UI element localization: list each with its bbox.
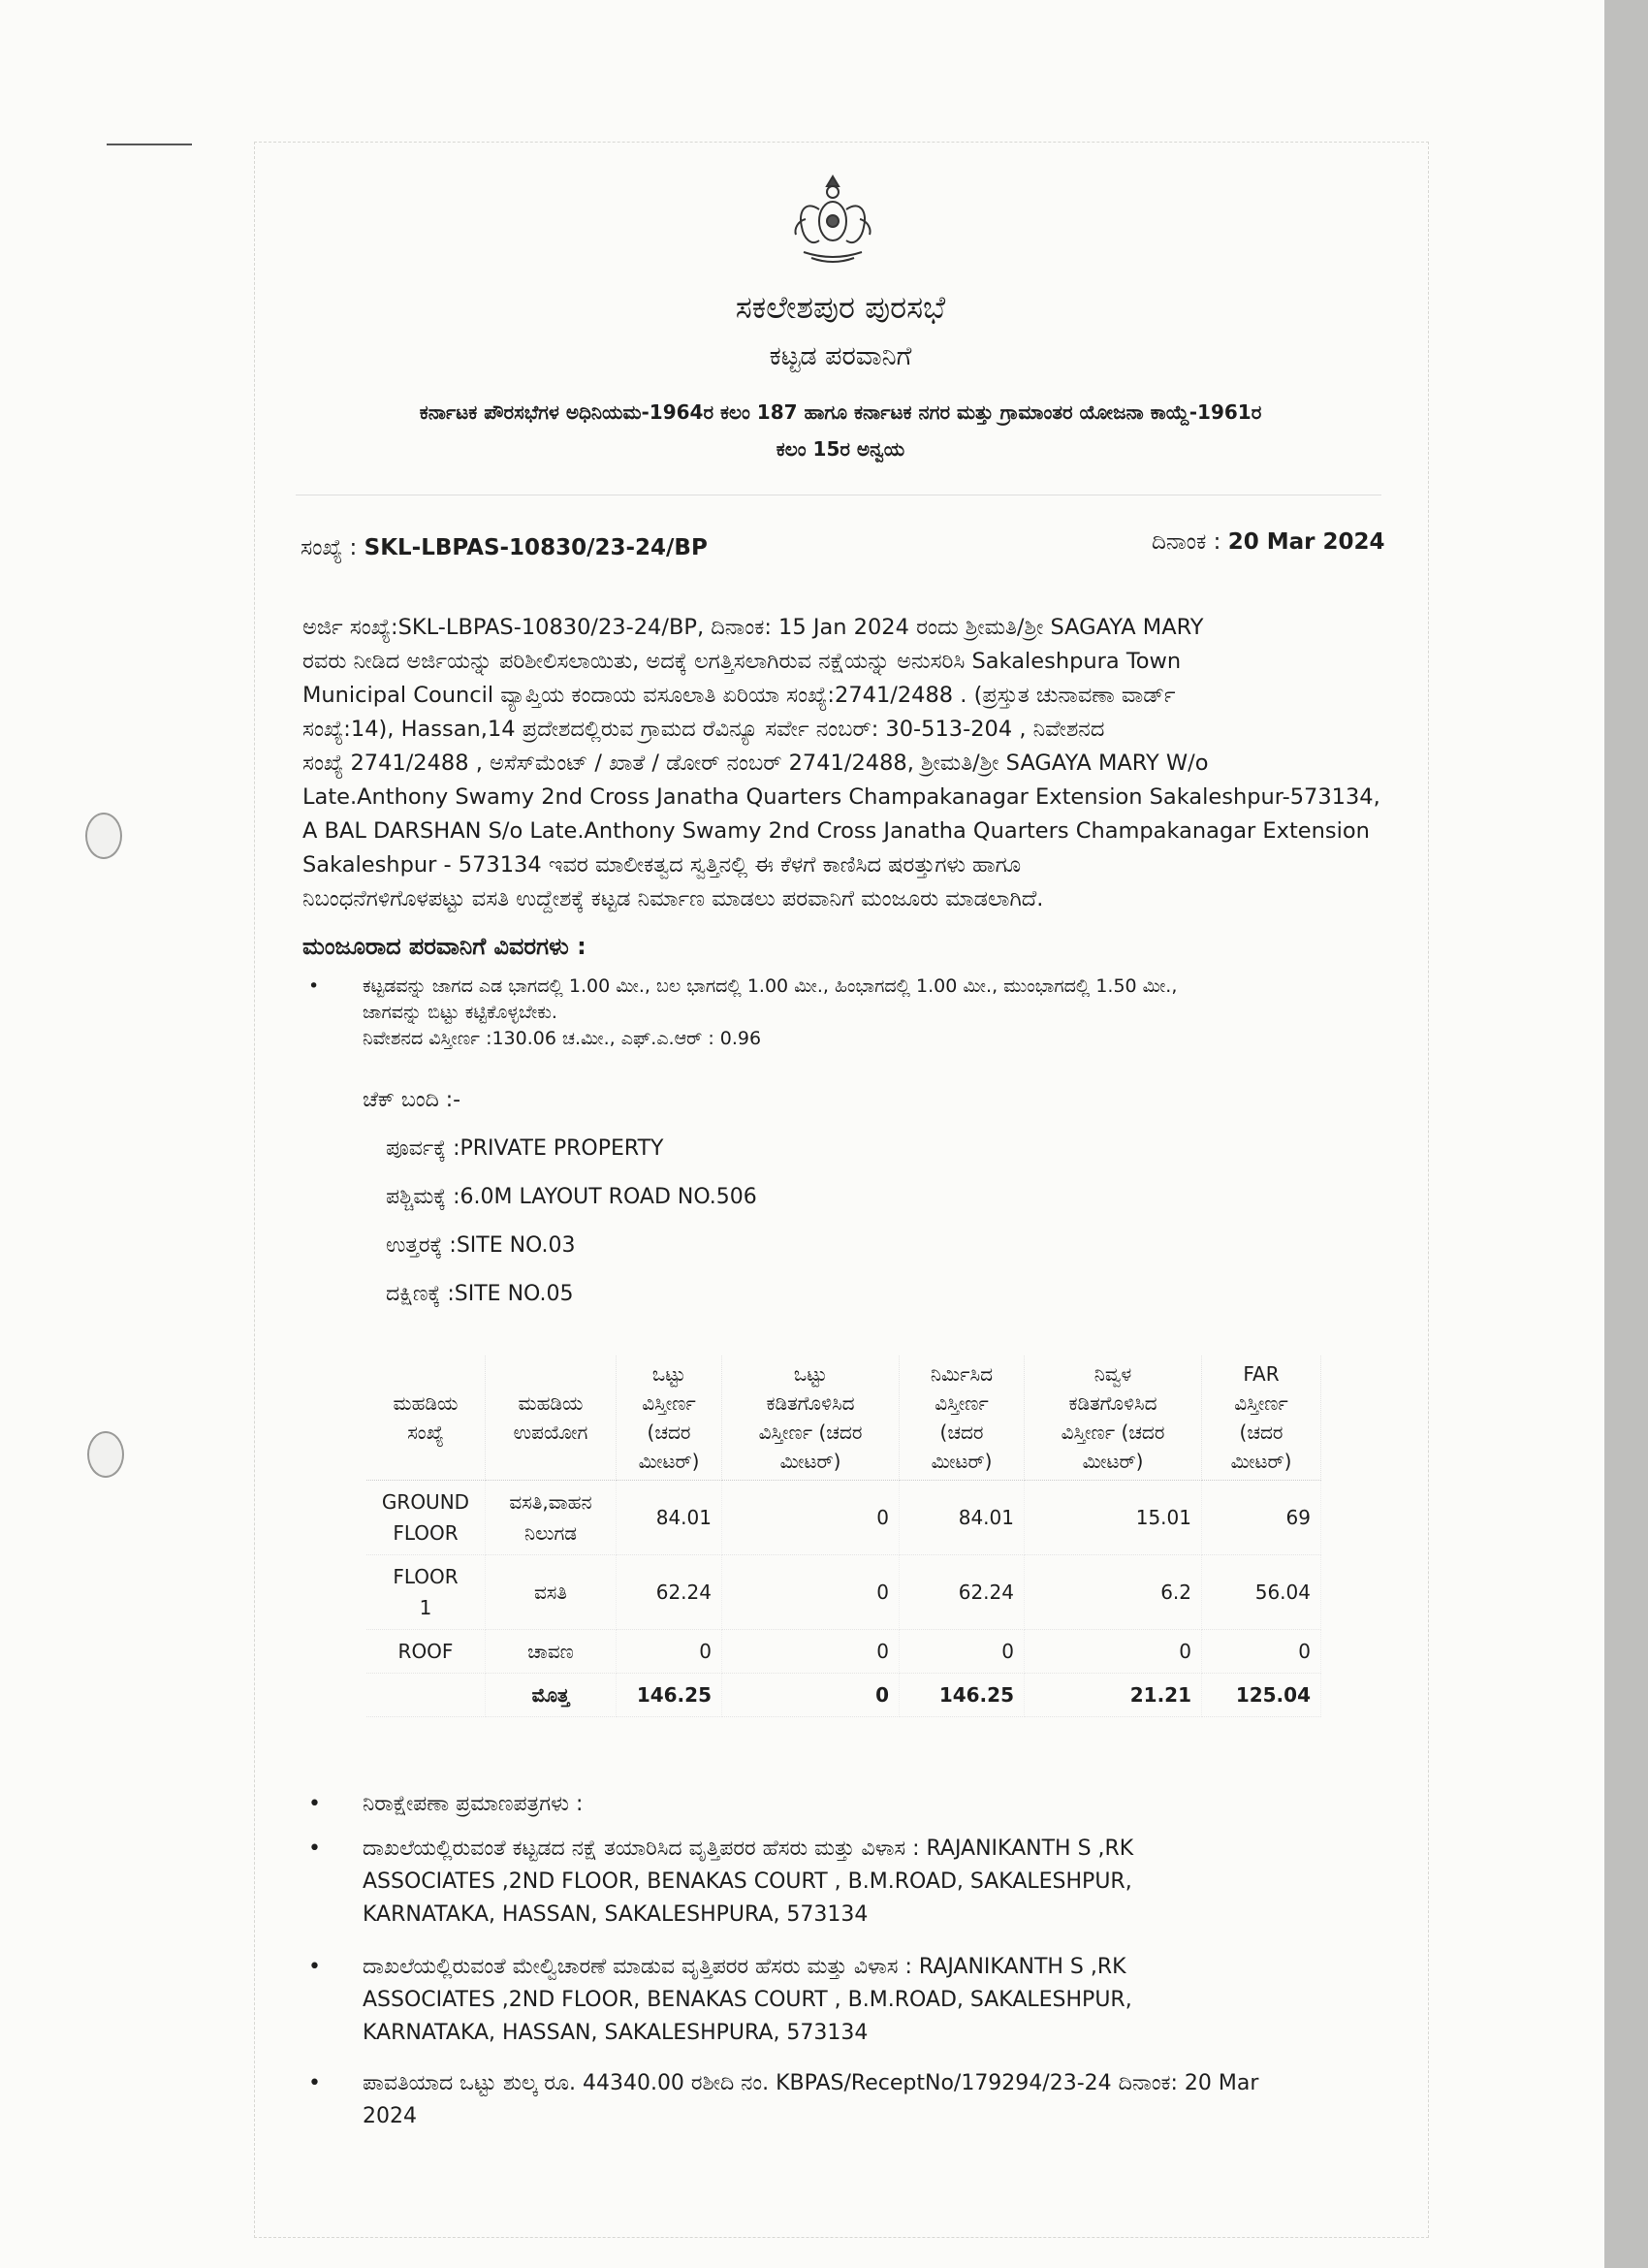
cell-floor: ROOF bbox=[366, 1630, 486, 1674]
reference-number-value: SKL-LBPAS-10830/23-24/BP bbox=[364, 535, 708, 560]
table-total-row bbox=[366, 1674, 1321, 1717]
table-header-row bbox=[366, 1356, 1321, 1481]
body-line: A BAL DARSHAN S/o Late.Anthony Swamy 2nd Cross Janatha Quarters Champakanagar Extension bbox=[302, 818, 1370, 844]
act-reference bbox=[254, 394, 1427, 467]
cell-floor: FLOOR 1 bbox=[366, 1555, 486, 1630]
body-line: Late.Anthony Swamy 2nd Cross Janatha Quarters Champakanagar Extension Sakaleshpur-573134, bbox=[302, 784, 1380, 810]
list-item-noc: • ನಿರಾಕ್ಷೇಪಣಾ ಪ್ರಮಾಣಪತ್ರಗಳು : bbox=[308, 1788, 1413, 1821]
permit-body bbox=[302, 611, 1408, 916]
bullet-dot: • bbox=[308, 1837, 321, 1861]
cell-deduct: 0 bbox=[722, 1555, 900, 1630]
header-total-area: ಒಟ್ಟು ವಿಸ್ತೀರ್ಣ (ಚದರ ಮೀಟರ್) bbox=[617, 1356, 722, 1481]
cell-far: 56.04 bbox=[1202, 1555, 1321, 1630]
boundary-north: ಉತ್ತರಕ್ಕೆ :SITE NO.03 bbox=[386, 1233, 576, 1258]
cell-floor: GROUND FLOOR bbox=[366, 1481, 486, 1555]
body-line: Municipal Council ವ್ಯಾಪ್ತಿಯ ಕಂದಾಯ ವಸೂಲಾತಿ ಏರಿಯಾ ಸಂಖ್ಯೆ:2741/2488 . (ಪ್ರಸ್ತುತ ಚುನಾವಣಾ ವಾರ್ಡ್ bbox=[302, 683, 1176, 708]
table-row bbox=[366, 1481, 1321, 1555]
body-line: ನಿಬಂಧನೆಗಳಿಗೊಳಪಟ್ಟು ವಸತಿ ಉದ್ದೇಶಕ್ಕೆ ಕಟ್ಟಡ ನಿರ್ಮಾಣ ಮಾಡಲು ಪರವಾನಿಗೆ ಮಂಜೂರು ಮಾಡಲಾಗಿದೆ. bbox=[302, 886, 1044, 911]
cell-use: ವಸತಿ,ವಾಹನ ನಿಲುಗಡ bbox=[486, 1481, 617, 1555]
cell-total: 62.24 bbox=[617, 1555, 722, 1630]
boundary-west: ಪಶ್ಚಿಮಕ್ಕೆ :6.0M LAYOUT ROAD NO.506 bbox=[386, 1185, 757, 1209]
punch-hole-bottom bbox=[87, 1431, 124, 1478]
list-item-fee: • ಪಾವತಿಯಾದ ಒಟ್ಟು ಶುಲ್ಕ ರೂ. 44340.00 ರಶೀದಿ ನಂ. KBPAS/ReceptNo/179294/23-24 ದಿನಾಂಕ: 20 Mar 2024 bbox=[308, 2067, 1413, 2133]
list-item-designer: • ದಾಖಲೆಯಲ್ಲಿರುವಂತೆ ಕಟ್ಟಡದ ನಕ್ಷೆ ತಯಾರಿಸಿದ ವೃತ್ತಿಪರರ ಹೆಸರು ಮತ್ತು ವಿಳಾಸ : RAJANIKANTH S ,RK ASSOCIATES ,2ND FLOOR, BENAKAS COURT , B.M.ROAD, SAKALESHPUR, KARNATAKA, HASSAN, SAKALESHPURA, 573134 bbox=[308, 1833, 1413, 1932]
body-line: ಸಂಖ್ಯೆ:14), Hassan,14 ಪ್ರದೇಶದಲ್ಲಿರುವ ಗ್ರಾಮದ ರೆವಿನ್ಯೂ ಸರ್ವೇ ನಂಬರ್: 30-513-204 , ನಿವೇಶನದ bbox=[302, 717, 1105, 742]
header-floor-number: ಮಹಡಿಯ ಸಂಖ್ಯೆ bbox=[366, 1356, 486, 1481]
setback-line-2: ಜಾಗವನ್ನು ಬಿಟ್ಟು ಕಟ್ಟಿಕೊಳ್ಳಬೇಕು. bbox=[363, 1002, 557, 1023]
cell-built: 146.25 bbox=[900, 1674, 1025, 1717]
cell-deduct: 0 bbox=[722, 1481, 900, 1555]
bullet-dot: • bbox=[308, 1955, 321, 1979]
list-item-supervisor: • ದಾಖಲೆಯಲ್ಲಿರುವಂತೆ ಮೇಲ್ವಿಚಾರಣೆ ಮಾಡುವ ವೃತ್ತಿಪರರ ಹೆಸರು ಮತ್ತು ವಿಳಾಸ : RAJANIKANTH S ,RK ASSOCIATES ,2ND FLOOR, BENAKAS COURT , B.M.ROAD, SAKALESHPUR, KARNATAKA, HASSAN, SAKALESHPURA, 573134 bbox=[308, 1951, 1413, 2050]
boundaries-title: ಚೆಕ್ ಬಂದಿ :- bbox=[363, 1088, 461, 1112]
issue-date bbox=[1152, 529, 1384, 555]
issuer-title: ಸಕಲೇಶಪುರ ಪುರಸಭೆ bbox=[735, 289, 946, 326]
body-line: ಅರ್ಜಿ ಸಂಖ್ಯೆ:SKL-LBPAS-10830/23-24/BP, ದಿನಾಂಕ: 15 Jan 2024 ರಂದು ಶ್ರೀಮತಿ/ಶ್ರೀ SAGAYA MARY bbox=[302, 615, 1204, 640]
cell-net-deduct: 0 bbox=[1025, 1630, 1202, 1674]
cell-empty bbox=[366, 1674, 486, 1717]
reference-number bbox=[301, 535, 708, 560]
cell-far: 125.04 bbox=[1202, 1674, 1321, 1717]
state-emblem-icon bbox=[783, 171, 882, 268]
act-reference-line-1: ಕರ್ನಾಟಕ ಪೌರಸಭೆಗಳ ಅಧಿನಿಯಮ-1964ರ ಕಲಂ 187 ಹಾಗೂ ಕರ್ನಾಟಕ ನಗರ ಮತ್ತು ಗ್ರಾಮಾಂತರ ಯೋಜನಾ ಕಾಯ್ದೆ-1961ರ bbox=[419, 400, 1262, 424]
body-line: Sakaleshpur - 573134 ಇವರ ಮಾಲೀಕತ್ವದ ಸ್ವತ್ತಿನಲ್ಲಿ ಈ ಕೆಳಗೆ ಕಾಣಿಸಿದ ಷರತ್ತುಗಳು ಹಾಗೂ bbox=[302, 852, 1022, 878]
details-heading: ಮಂಜೂರಾದ ಪರವಾನಿಗೆ ವಿವರಗಳು : bbox=[302, 933, 586, 960]
scan-background-edge bbox=[1604, 0, 1648, 2268]
header-far-area: FAR ವಿಸ್ತೀರ್ಣ (ಚದರ ಮೀಟರ್) bbox=[1202, 1356, 1321, 1481]
bullet-dot: • bbox=[308, 1792, 321, 1816]
reference-number-label: ಸಂಖ್ಯೆ : bbox=[301, 535, 364, 560]
table-row bbox=[366, 1630, 1321, 1674]
header-built-area: ನಿರ್ಮಿಸಿದ ವಿಸ್ತೀರ್ಣ (ಚದರ ಮೀಟರ್) bbox=[900, 1356, 1025, 1481]
cell-built: 62.24 bbox=[900, 1555, 1025, 1630]
cell-total: 146.25 bbox=[617, 1674, 722, 1717]
bullet-dot: • bbox=[308, 2071, 321, 2095]
punch-hole-top bbox=[85, 813, 122, 859]
cell-deduct: 0 bbox=[722, 1674, 900, 1717]
act-reference-line-2: ಕಲಂ 15ರ ಅನ್ವಯ bbox=[776, 437, 905, 461]
cell-built: 84.01 bbox=[900, 1481, 1025, 1555]
cell-net-deduct: 15.01 bbox=[1025, 1481, 1202, 1555]
bullet-dot: • bbox=[308, 975, 320, 997]
body-line: ಸಂಖ್ಯೆ 2741/2488 , ಅಸೆಸ್‌ಮೆಂಟ್ / ಖಾತೆ / ಡೋರ್ ನಂಬರ್ 2741/2488, ಶ್ರೀಮತಿ/ಶ್ರೀ SAGAYA MARY W/o bbox=[302, 751, 1209, 776]
cell-net-deduct: 6.2 bbox=[1025, 1555, 1202, 1630]
issue-date-value: 20 Mar 2024 bbox=[1227, 529, 1385, 555]
header-total-deducted-area: ಒಟ್ಟು ಕಡಿತಗೊಳಿಸಿದ ವಿಸ್ತೀರ್ಣ (ಚದರ ಮೀಟರ್) bbox=[722, 1356, 900, 1481]
cell-net-deduct: 21.21 bbox=[1025, 1674, 1202, 1717]
floor-area-table bbox=[366, 1356, 1321, 1717]
table-row bbox=[366, 1555, 1321, 1630]
setback-conditions bbox=[308, 974, 1413, 1052]
setback-line-1: ಕಟ್ಟಡವನ್ನು ಜಾಗದ ಎಡ ಭಾಗದಲ್ಲಿ 1.00 ಮೀ., ಬಲ ಭಾಗದಲ್ಲಿ 1.00 ಮೀ., ಹಿಂಭಾಗದಲ್ಲಿ 1.00 ಮೀ., ಮುಂಭಾಗದಲ್ಲಿ 1.50 ಮೀ., bbox=[363, 975, 1178, 997]
boundary-east: ಪೂರ್ವಕ್ಕೆ :PRIVATE PROPERTY bbox=[386, 1136, 664, 1161]
cell-deduct: 0 bbox=[722, 1630, 900, 1674]
cell-use: ವಸತಿ bbox=[486, 1555, 617, 1630]
cell-use: ಚಾವಣ bbox=[486, 1630, 617, 1674]
body-line: ರವರು ನೀಡಿದ ಅರ್ಜಿಯನ್ನು ಪರಿಶೀಲಿಸಲಾಯಿತು, ಅದಕ್ಕೆ ಲಗತ್ತಿಸಲಾಗಿರುವ ನಕ್ಷೆಯನ್ನು ಅನುಸರಿಸಿ Sakaleshpura Town bbox=[302, 649, 1182, 674]
document-subtitle: ಕಟ್ಟಡ ಪರವಾನಿಗೆ bbox=[769, 341, 912, 371]
issue-date-label: ದಿನಾಂಕ : bbox=[1152, 529, 1228, 555]
cell-built: 0 bbox=[900, 1630, 1025, 1674]
site-area-line: ನಿವೇಶನದ ವಿಸ್ತೀರ್ಣ :130.06 ಚ.ಮೀ., ಎಫ್.ಎ.ಆರ್ : 0.96 bbox=[363, 1028, 762, 1049]
cell-total: 84.01 bbox=[617, 1481, 722, 1555]
header-floor-use: ಮಹಡಿಯ ಉಪಯೋಗ bbox=[486, 1356, 617, 1481]
cell-total: 0 bbox=[617, 1630, 722, 1674]
cell-far: 0 bbox=[1202, 1630, 1321, 1674]
header-net-deducted-area: ನಿವ್ವಳ ಕಡಿತಗೊಳಿಸಿದ ವಿಸ್ತೀರ್ಣ (ಚದರ ಮೀಟರ್) bbox=[1025, 1356, 1202, 1481]
boundary-south: ದಕ್ಷಿಣಕ್ಕೆ :SITE NO.05 bbox=[386, 1282, 574, 1306]
pen-mark bbox=[107, 144, 192, 145]
cell-far: 69 bbox=[1202, 1481, 1321, 1555]
cell-total-label: ಮೊತ್ತ bbox=[486, 1674, 617, 1717]
